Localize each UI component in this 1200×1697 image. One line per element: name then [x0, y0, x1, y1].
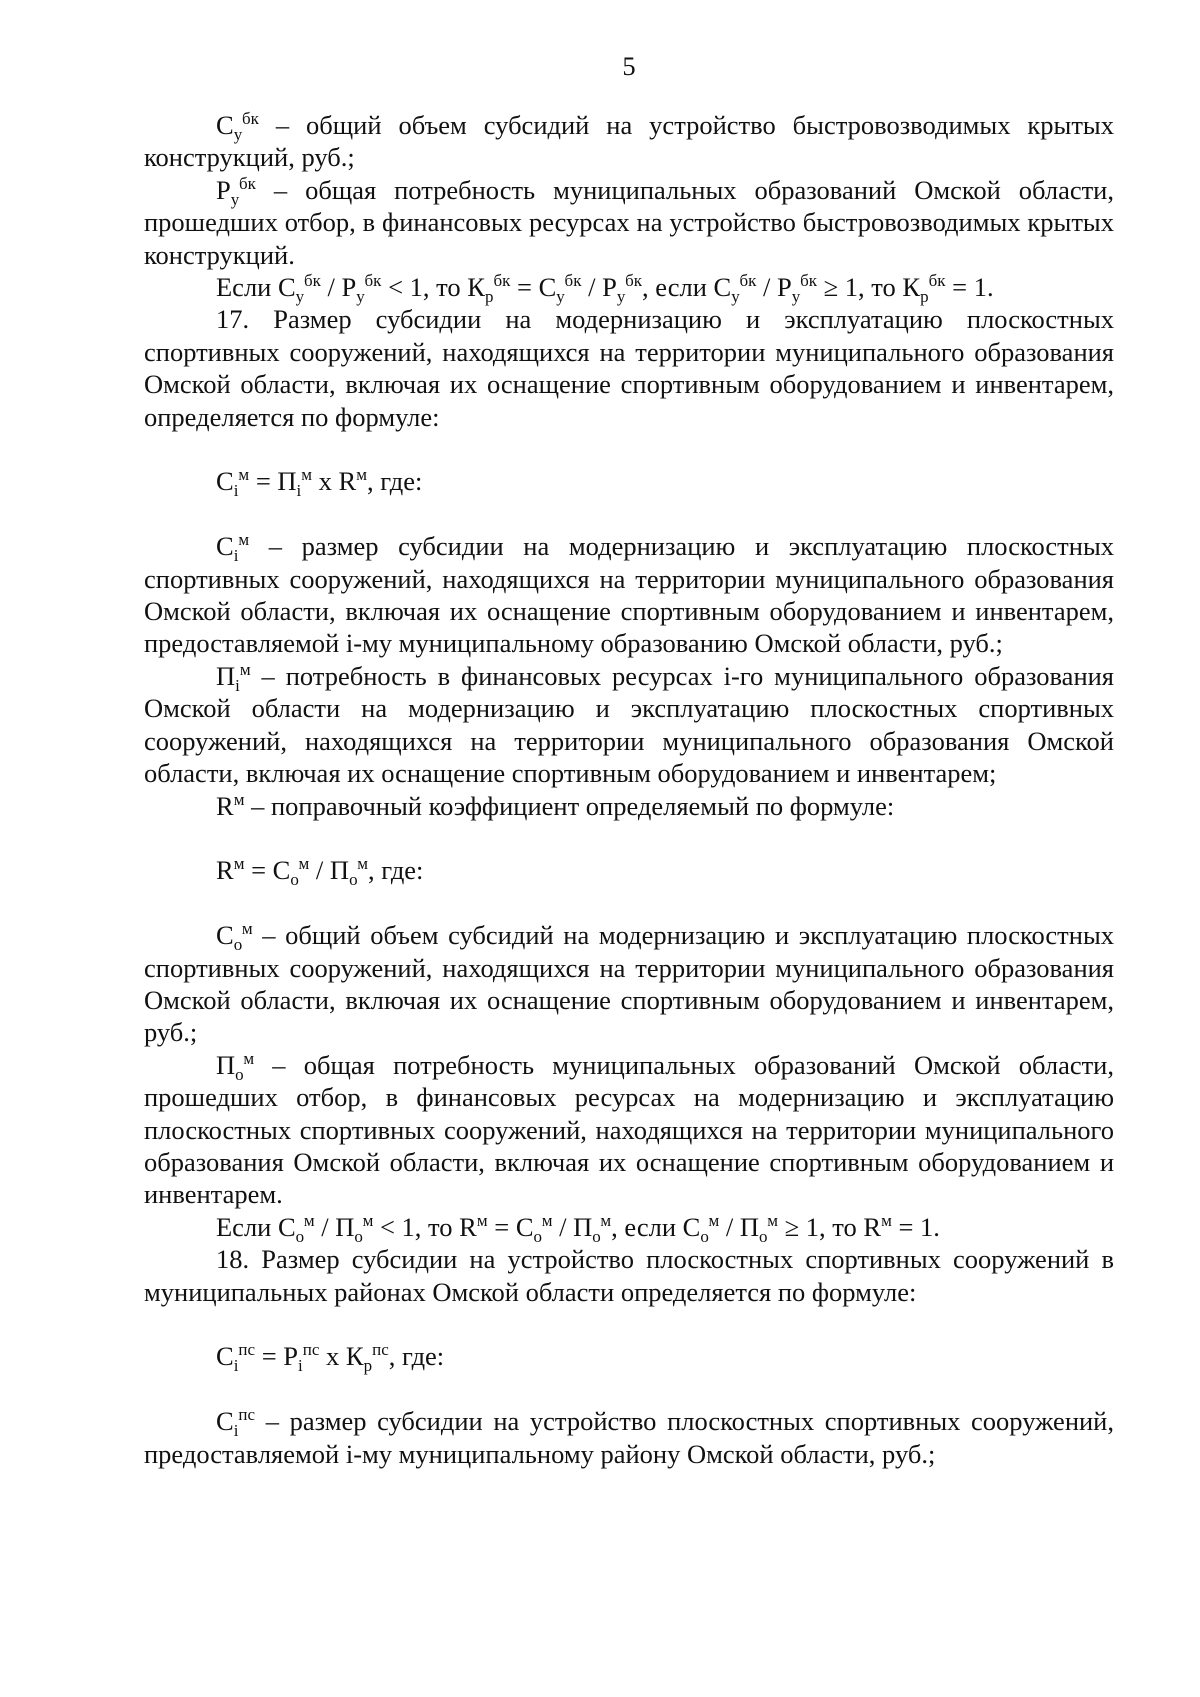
definition-correction-coefficient: $R^м$ – поправочный коэффициент определяемый по формуле:: [216, 789, 895, 821]
clause-17-intro: 17. Размер субсидии на модернизацию и эксплуатацию плоскостных спортивных сооружений, находящихся на территории муниципального образования Омской области, включая их оснащение спортивным оборудованием и инвентарем, определяется по формуле:: [144, 304, 1114, 432]
formula-correction-coefficient: $R^м = С_о^м / П_о^м$, где:: [216, 854, 424, 890]
definition-total-need-quick-build: $Р_у^{бк}$ – общая потребность муниципальных образований Омской области, прошедших отбор, в финансовых ресурсах на устройство быстровозводимых крытых конструкций.: [144, 173, 1114, 270]
definition-total-subsidy-quick-build: $С_у^{бк}$ – общий объем субсидий на устройство быстровозводимых крытых конструкций, руб.;: [144, 109, 1114, 173]
definition-flat-sports-facility-subsidy-size: $С_i^{пс}$ – размер субсидии на устройство плоскостных спортивных сооружений, предоставляемой i-му муниципальному району Омской области, руб.;: [144, 1405, 1114, 1469]
formula-modernization-subsidy: $С_i^м = П_i^м$ х $R^м$, где:: [216, 465, 423, 501]
condition-correction-coefficient: Если $С_о^м / П_о^м < 1$, то $R^м = С_о^м / П_о^м$, если $С_о^м / П_о^м \ge 1$, то $R^м = 1$.: [216, 1210, 940, 1246]
definition-total-modernization-need: $П_о^м$ – общая потребность муниципальных образований Омской области, прошедших отбор, в финансовых ресурсах на модернизацию и эксплуатацию плоскостных спортивных сооружений, находящихся на территории муниципального образования Омской области, включая их оснащение спортивным оборудованием и инвентарем.: [144, 1048, 1114, 1210]
formula-flat-sports-facility-subsidy: $С_i^{пс} = Р_i^{пс}$ х $К_р^{пс}$, где:: [216, 1340, 445, 1376]
definition-modernization-subsidy-size: $С_i^м$ – размер субсидии на модернизацию и эксплуатацию плоскостных спортивных сооружений, находящихся на территории муниципального образования Омской области, включая их оснащение спортивным оборудованием и инвентарем, предоставляемой i-му муниципальному образованию Омской области, руб.;: [144, 530, 1114, 659]
definition-total-modernization-subsidy: $С_о^м$ – общий объем субсидий на модернизацию и эксплуатацию плоскостных спортивных сооружений, находящихся на территории муниципального образования Омской области, включая их оснащение спортивным оборудованием и инвентарем, руб.;: [144, 919, 1114, 1048]
document-page: [144, 48, 1114, 1470]
definition-modernization-need: $П_i^м$ – потребность в финансовых ресурсах i-го муниципального образования Омской области на модернизацию и эксплуатацию плоскостных спортивных сооружений, находящихся на территории муниципального образования Омской области, включая их оснащение спортивным оборудованием и инвентарем;: [144, 659, 1114, 789]
condition-quick-build-coefficient: Если $С_у^{бк} / Р_у^{бк} < 1$, то $К_р^{бк} = С_у^{бк} / Р_у^{бк}$, если $С_у^{бк} / Р_у^{бк} \ge 1$, то $К_р^{бк} = 1$.: [216, 271, 994, 307]
page-number: 5: [622, 51, 636, 81]
clause-18-intro: 18. Размер субсидии на устройство плоскостных спортивных сооружений в муниципальных районах Омской области определяется по формуле:: [144, 1244, 1114, 1307]
